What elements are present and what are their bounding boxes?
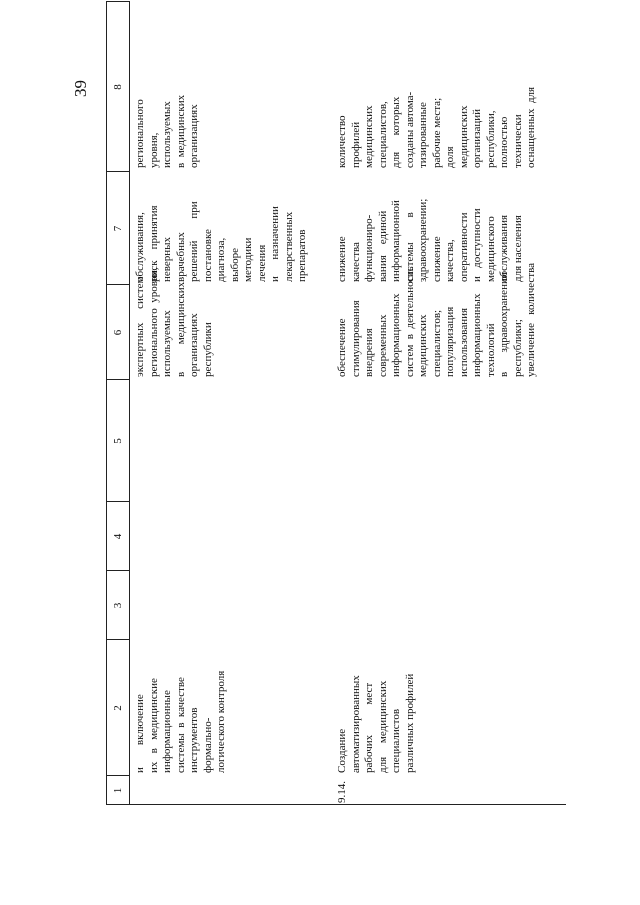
column-header-5: 5 (112, 438, 124, 444)
column-header-7: 7 (112, 225, 124, 232)
page-number: 39 (71, 80, 90, 97)
column-header-4: 4 (112, 533, 124, 540)
measure-name-cell: и включение их в медицинские информационные системы в качестве инструментов формально- логического контроля (134, 670, 227, 773)
column-header-6: 6 (112, 329, 124, 336)
column-header-1: 1 (112, 787, 124, 794)
indicator-cell: количество профилей медицинских специалистов, для которых созданы автома- тизированные рабочие места; доля медицинских организаций республики, полностью технически оснащенных для (336, 86, 537, 168)
column-header-3: 3 (112, 602, 124, 609)
risk-cell: снижение качества функциониро- вания единой информационной системы в здравоохранении; снижение качества, оперативности и доступности медицинского обслуживания для населения (336, 198, 524, 282)
table-left-border (106, 804, 566, 805)
goal-cell: экспертных систем регионального уровня, используемых в медицинских организациях республики (134, 267, 214, 377)
column-header-8: 8 (112, 84, 124, 90)
risk-cell: обслуживания, риск принятия неверных врачебных решений при постановке диагноза, выборе методики лечения и назначении лекарственных препаратов (134, 201, 308, 282)
column-header-2: 2 (112, 705, 124, 711)
header-bottom-border (129, 1, 130, 805)
indicator-cell: регионального уровня, используемых в медицинских организациях (134, 94, 200, 168)
row-number: 9.14. (336, 781, 348, 803)
measure-name-cell: Создание автоматизированных рабочих мест для медицинских специалистов различных профилей (336, 673, 416, 773)
goal-cell: обеспечение стимулирования внедрения современных информационных систем в деятельность медицинских специалистов; популяризация использования информационных технологий в здравоохранении республики; увеличение количества (336, 262, 537, 377)
